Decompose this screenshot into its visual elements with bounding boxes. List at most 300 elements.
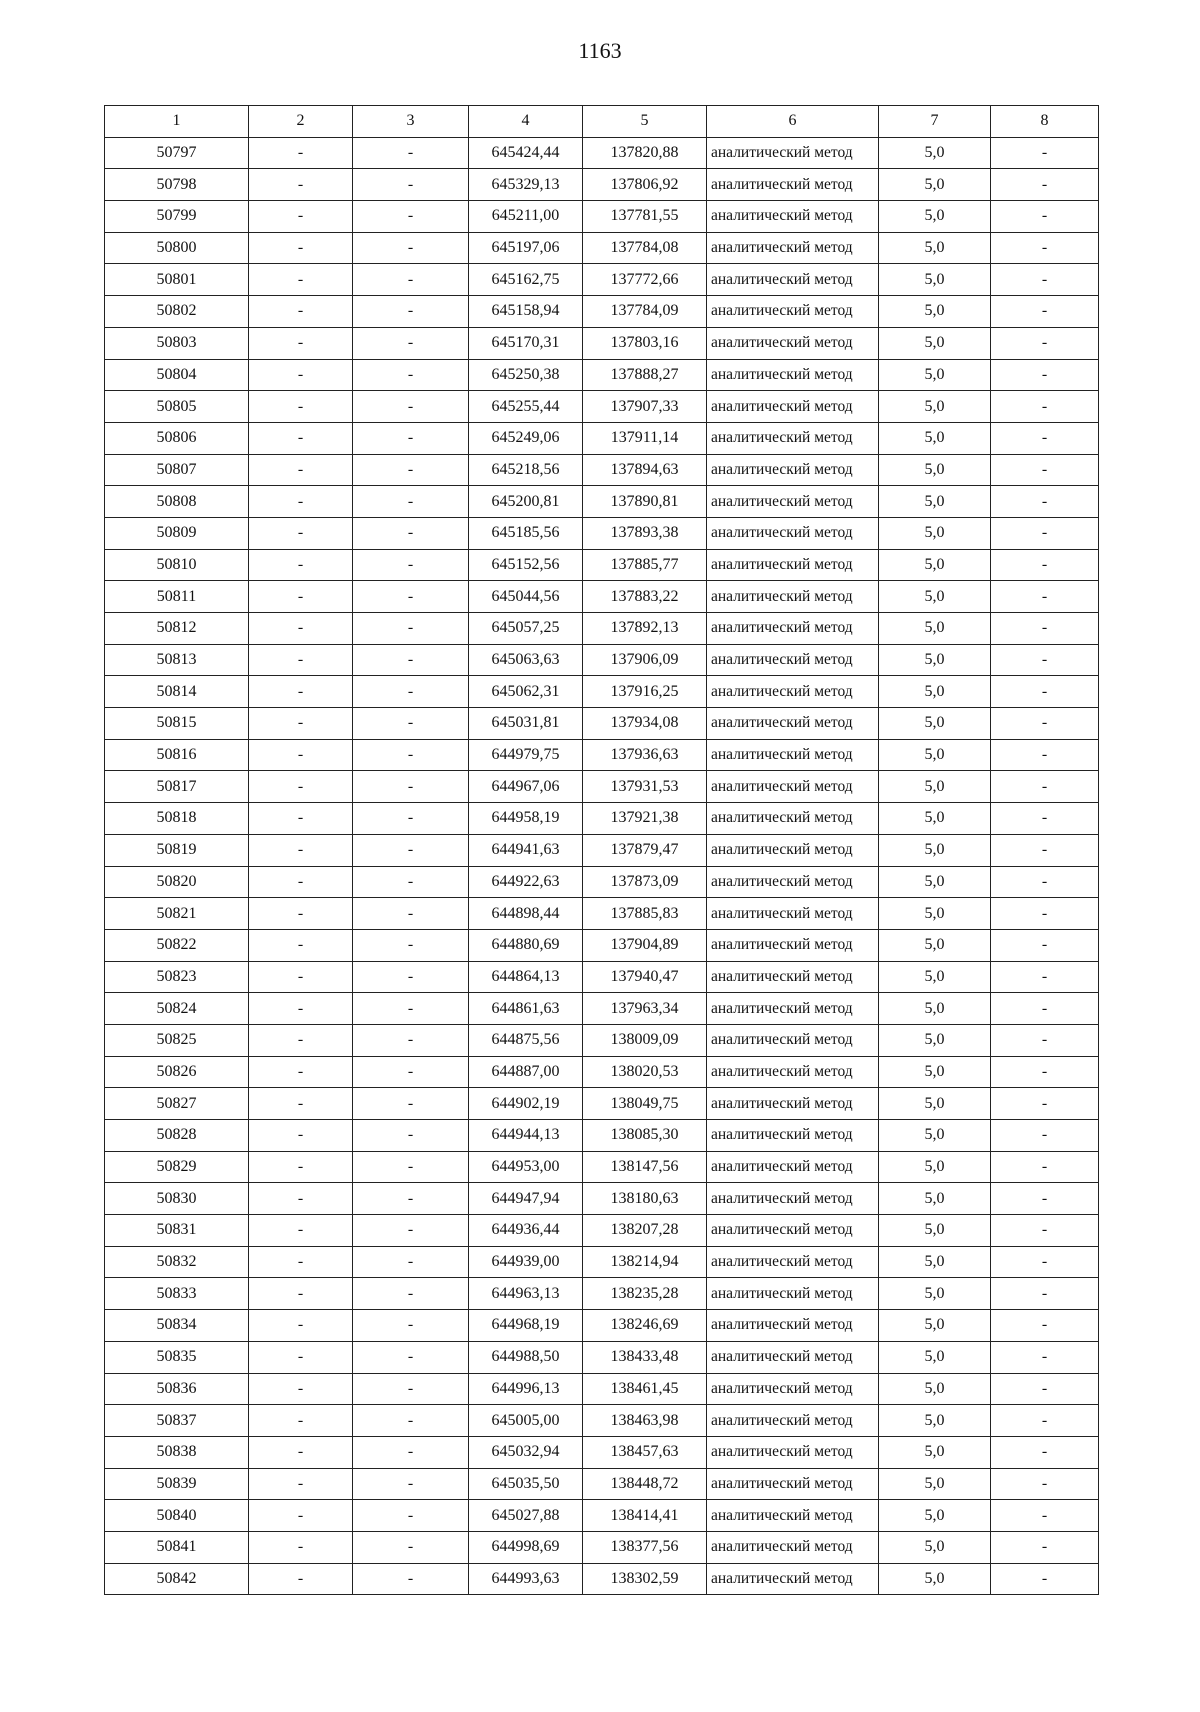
table-cell: - bbox=[249, 232, 353, 264]
table-cell: - bbox=[353, 708, 469, 740]
table-cell: 5,0 bbox=[879, 1468, 991, 1500]
table-cell: аналитический метод bbox=[707, 676, 879, 708]
table-row bbox=[105, 1500, 1099, 1532]
table-cell: 644958,19 bbox=[469, 803, 583, 835]
table-cell: 644861,63 bbox=[469, 993, 583, 1025]
table-row bbox=[105, 296, 1099, 328]
table-cell: 137885,77 bbox=[583, 549, 707, 581]
table-cell: - bbox=[249, 1405, 353, 1437]
table-cell: - bbox=[991, 1468, 1099, 1500]
table-cell: 137806,92 bbox=[583, 169, 707, 201]
table-cell: 5,0 bbox=[879, 581, 991, 613]
table-row bbox=[105, 1120, 1099, 1152]
table-cell: - bbox=[249, 169, 353, 201]
table-cell: - bbox=[991, 1436, 1099, 1468]
table-cell: аналитический метод bbox=[707, 517, 879, 549]
table-cell: 645200,81 bbox=[469, 486, 583, 518]
table-cell: - bbox=[353, 1373, 469, 1405]
table-cell: - bbox=[353, 1120, 469, 1152]
table-cell: 644968,19 bbox=[469, 1310, 583, 1342]
table-cell: 50841 bbox=[105, 1531, 249, 1563]
table-cell: - bbox=[353, 929, 469, 961]
table-cell: 50835 bbox=[105, 1341, 249, 1373]
table-cell: аналитический метод bbox=[707, 739, 879, 771]
table-cell: 138009,09 bbox=[583, 1024, 707, 1056]
table-cell: 137940,47 bbox=[583, 961, 707, 993]
table-cell: 5,0 bbox=[879, 422, 991, 454]
table-cell: аналитический метод bbox=[707, 1341, 879, 1373]
table-cell: 50817 bbox=[105, 771, 249, 803]
table-cell: 5,0 bbox=[879, 1341, 991, 1373]
table-row bbox=[105, 1278, 1099, 1310]
table-cell: - bbox=[353, 1468, 469, 1500]
table-cell: - bbox=[353, 517, 469, 549]
table-cell: - bbox=[353, 454, 469, 486]
table-cell: - bbox=[249, 137, 353, 169]
column-header: 7 bbox=[879, 106, 991, 138]
table-row bbox=[105, 834, 1099, 866]
table-cell: 645152,56 bbox=[469, 549, 583, 581]
table-cell: - bbox=[991, 1088, 1099, 1120]
table-row bbox=[105, 1246, 1099, 1278]
table-cell: - bbox=[249, 834, 353, 866]
table-cell: 5,0 bbox=[879, 1563, 991, 1595]
table-cell: аналитический метод bbox=[707, 549, 879, 581]
table-cell: - bbox=[991, 1531, 1099, 1563]
table-cell: 5,0 bbox=[879, 866, 991, 898]
table-cell: - bbox=[991, 1215, 1099, 1247]
table-cell: - bbox=[353, 1056, 469, 1088]
table-cell: - bbox=[353, 1246, 469, 1278]
table-cell: 5,0 bbox=[879, 549, 991, 581]
table-cell: 137820,88 bbox=[583, 137, 707, 169]
table-cell: - bbox=[249, 803, 353, 835]
table-cell: 5,0 bbox=[879, 961, 991, 993]
table-cell: 5,0 bbox=[879, 708, 991, 740]
table-cell: - bbox=[249, 549, 353, 581]
table-cell: 645218,56 bbox=[469, 454, 583, 486]
table-cell: 5,0 bbox=[879, 1183, 991, 1215]
table-cell: аналитический метод bbox=[707, 422, 879, 454]
table-cell: - bbox=[249, 1531, 353, 1563]
table-cell: 5,0 bbox=[879, 898, 991, 930]
table-cell: - bbox=[353, 1183, 469, 1215]
table-cell: 5,0 bbox=[879, 1246, 991, 1278]
table-cell: 50831 bbox=[105, 1215, 249, 1247]
table-cell: - bbox=[353, 486, 469, 518]
table-row bbox=[105, 644, 1099, 676]
table-cell: - bbox=[353, 232, 469, 264]
column-header: 4 bbox=[469, 106, 583, 138]
table-cell: - bbox=[991, 327, 1099, 359]
table-cell: 5,0 bbox=[879, 1373, 991, 1405]
table-cell: 644898,44 bbox=[469, 898, 583, 930]
table-cell: - bbox=[353, 327, 469, 359]
table-row bbox=[105, 613, 1099, 645]
table-cell: 138461,45 bbox=[583, 1373, 707, 1405]
table-row bbox=[105, 1088, 1099, 1120]
table-cell: аналитический метод bbox=[707, 1310, 879, 1342]
table-cell: 138020,53 bbox=[583, 1056, 707, 1088]
table-cell: - bbox=[991, 1341, 1099, 1373]
table-cell: - bbox=[991, 834, 1099, 866]
table-cell: 50829 bbox=[105, 1151, 249, 1183]
table-cell: 137916,25 bbox=[583, 676, 707, 708]
table-cell: 50839 bbox=[105, 1468, 249, 1500]
table-cell: - bbox=[991, 422, 1099, 454]
table-cell: аналитический метод bbox=[707, 201, 879, 233]
table-cell: 5,0 bbox=[879, 169, 991, 201]
table-cell: аналитический метод bbox=[707, 296, 879, 328]
table-cell: 137911,14 bbox=[583, 422, 707, 454]
table-cell: 644902,19 bbox=[469, 1088, 583, 1120]
table-cell: 50823 bbox=[105, 961, 249, 993]
table-cell: - bbox=[991, 771, 1099, 803]
table-cell: - bbox=[353, 803, 469, 835]
table-cell: 137781,55 bbox=[583, 201, 707, 233]
table-cell: - bbox=[249, 771, 353, 803]
table-cell: - bbox=[249, 1088, 353, 1120]
table-cell: 137803,16 bbox=[583, 327, 707, 359]
table-row bbox=[105, 898, 1099, 930]
table-cell: 50813 bbox=[105, 644, 249, 676]
table-cell: 5,0 bbox=[879, 834, 991, 866]
table-cell: - bbox=[353, 391, 469, 423]
column-header: 6 bbox=[707, 106, 879, 138]
column-header: 1 bbox=[105, 106, 249, 138]
table-cell: - bbox=[353, 644, 469, 676]
table-cell: аналитический метод bbox=[707, 1056, 879, 1088]
table-cell: аналитический метод bbox=[707, 1531, 879, 1563]
table-cell: - bbox=[991, 961, 1099, 993]
table-cell: - bbox=[249, 1373, 353, 1405]
table-cell: 645032,94 bbox=[469, 1436, 583, 1468]
table-cell: 138207,28 bbox=[583, 1215, 707, 1247]
table-cell: 50837 bbox=[105, 1405, 249, 1437]
table-cell: - bbox=[249, 1056, 353, 1088]
table-cell: аналитический метод bbox=[707, 613, 879, 645]
table-cell: - bbox=[991, 1310, 1099, 1342]
table-cell: 50819 bbox=[105, 834, 249, 866]
table-cell: - bbox=[991, 549, 1099, 581]
table-cell: 137921,38 bbox=[583, 803, 707, 835]
table-row bbox=[105, 549, 1099, 581]
table-cell: - bbox=[249, 1246, 353, 1278]
table-cell: - bbox=[353, 169, 469, 201]
table-cell: 50822 bbox=[105, 929, 249, 961]
table-cell: 137772,66 bbox=[583, 264, 707, 296]
table-cell: - bbox=[353, 613, 469, 645]
table-cell: аналитический метод bbox=[707, 866, 879, 898]
table-cell: 645057,25 bbox=[469, 613, 583, 645]
table-cell: - bbox=[249, 1500, 353, 1532]
table-cell: 645249,06 bbox=[469, 422, 583, 454]
table-row bbox=[105, 1405, 1099, 1437]
table-cell: - bbox=[353, 739, 469, 771]
table-cell: - bbox=[249, 644, 353, 676]
table-cell: 50803 bbox=[105, 327, 249, 359]
table-cell: - bbox=[991, 676, 1099, 708]
table-cell: 5,0 bbox=[879, 929, 991, 961]
table-row bbox=[105, 1341, 1099, 1373]
table-row bbox=[105, 1215, 1099, 1247]
table-cell: - bbox=[249, 517, 353, 549]
table-cell: - bbox=[353, 1341, 469, 1373]
table-cell: - bbox=[991, 201, 1099, 233]
table-cell: - bbox=[249, 296, 353, 328]
table-cell: - bbox=[353, 1500, 469, 1532]
table-row bbox=[105, 581, 1099, 613]
table-cell: 645063,63 bbox=[469, 644, 583, 676]
table-cell: - bbox=[991, 739, 1099, 771]
table-cell: - bbox=[991, 1278, 1099, 1310]
table-cell: - bbox=[991, 1500, 1099, 1532]
table-cell: - bbox=[249, 1310, 353, 1342]
table-cell: 644875,56 bbox=[469, 1024, 583, 1056]
table-cell: - bbox=[991, 1120, 1099, 1152]
table-cell: 5,0 bbox=[879, 803, 991, 835]
table-cell: - bbox=[991, 296, 1099, 328]
table-cell: 5,0 bbox=[879, 1436, 991, 1468]
table-cell: аналитический метод bbox=[707, 803, 879, 835]
table-cell: 644993,63 bbox=[469, 1563, 583, 1595]
table-cell: 50801 bbox=[105, 264, 249, 296]
table-cell: - bbox=[991, 1183, 1099, 1215]
table-cell: - bbox=[353, 961, 469, 993]
table-cell: 644922,63 bbox=[469, 866, 583, 898]
table-cell: 5,0 bbox=[879, 454, 991, 486]
coordinates-table bbox=[104, 105, 1099, 1595]
table-cell: - bbox=[353, 296, 469, 328]
table-cell: 644864,13 bbox=[469, 961, 583, 993]
table-cell: 50840 bbox=[105, 1500, 249, 1532]
table-cell: - bbox=[249, 1183, 353, 1215]
table-cell: аналитический метод bbox=[707, 454, 879, 486]
table-cell: 5,0 bbox=[879, 1500, 991, 1532]
table-cell: - bbox=[353, 264, 469, 296]
table-cell: 138235,28 bbox=[583, 1278, 707, 1310]
table-cell: 50815 bbox=[105, 708, 249, 740]
table-cell: - bbox=[991, 1373, 1099, 1405]
table-cell: 5,0 bbox=[879, 486, 991, 518]
table-cell: 137885,83 bbox=[583, 898, 707, 930]
table-cell: - bbox=[353, 1310, 469, 1342]
table-cell: 50816 bbox=[105, 739, 249, 771]
table-cell: 137784,09 bbox=[583, 296, 707, 328]
table-cell: - bbox=[249, 201, 353, 233]
table-cell: аналитический метод bbox=[707, 391, 879, 423]
table-cell: - bbox=[249, 613, 353, 645]
table-cell: 645329,13 bbox=[469, 169, 583, 201]
table-row bbox=[105, 708, 1099, 740]
table-cell: аналитический метод bbox=[707, 1215, 879, 1247]
table-cell: 138246,69 bbox=[583, 1310, 707, 1342]
table-cell: 137963,34 bbox=[583, 993, 707, 1025]
table-cell: - bbox=[353, 834, 469, 866]
table-cell: 138457,63 bbox=[583, 1436, 707, 1468]
table-cell: 645158,94 bbox=[469, 296, 583, 328]
table-cell: - bbox=[249, 708, 353, 740]
table-cell: - bbox=[991, 993, 1099, 1025]
table-cell: - bbox=[991, 613, 1099, 645]
table-cell: 50814 bbox=[105, 676, 249, 708]
table-cell: 137879,47 bbox=[583, 834, 707, 866]
table-cell: 137890,81 bbox=[583, 486, 707, 518]
table-row bbox=[105, 422, 1099, 454]
table-cell: аналитический метод bbox=[707, 1183, 879, 1215]
table-cell: - bbox=[991, 929, 1099, 961]
table-cell: 644947,94 bbox=[469, 1183, 583, 1215]
table-row bbox=[105, 1151, 1099, 1183]
table-cell: - bbox=[353, 359, 469, 391]
table-cell: - bbox=[353, 866, 469, 898]
table-cell: 137883,22 bbox=[583, 581, 707, 613]
table-cell: - bbox=[991, 1151, 1099, 1183]
table-row bbox=[105, 359, 1099, 391]
table-cell: 645062,31 bbox=[469, 676, 583, 708]
table-cell: - bbox=[353, 549, 469, 581]
table-cell: - bbox=[991, 581, 1099, 613]
column-header: 5 bbox=[583, 106, 707, 138]
table-cell: - bbox=[353, 898, 469, 930]
table-cell: 5,0 bbox=[879, 1278, 991, 1310]
table-cell: 50818 bbox=[105, 803, 249, 835]
table-cell: аналитический метод bbox=[707, 232, 879, 264]
column-header: 2 bbox=[249, 106, 353, 138]
table-row bbox=[105, 517, 1099, 549]
table-cell: 644996,13 bbox=[469, 1373, 583, 1405]
table-cell: аналитический метод bbox=[707, 359, 879, 391]
table-cell: 137904,89 bbox=[583, 929, 707, 961]
table-cell: 50797 bbox=[105, 137, 249, 169]
table-cell: 644941,63 bbox=[469, 834, 583, 866]
table-row bbox=[105, 1056, 1099, 1088]
table-cell: 645197,06 bbox=[469, 232, 583, 264]
table-cell: 138414,41 bbox=[583, 1500, 707, 1532]
table-cell: 50836 bbox=[105, 1373, 249, 1405]
table-row bbox=[105, 771, 1099, 803]
table-cell: 5,0 bbox=[879, 1120, 991, 1152]
table-row bbox=[105, 391, 1099, 423]
table-cell: - bbox=[353, 1405, 469, 1437]
table-cell: - bbox=[249, 486, 353, 518]
table-cell: - bbox=[353, 1563, 469, 1595]
table-cell: - bbox=[249, 1436, 353, 1468]
table-cell: - bbox=[991, 1024, 1099, 1056]
table-row bbox=[105, 1373, 1099, 1405]
table-row bbox=[105, 1436, 1099, 1468]
table-cell: 5,0 bbox=[879, 327, 991, 359]
table-cell: аналитический метод bbox=[707, 1278, 879, 1310]
table-cell: 50821 bbox=[105, 898, 249, 930]
table-cell: - bbox=[991, 232, 1099, 264]
table-cell: 50800 bbox=[105, 232, 249, 264]
table-cell: 645035,50 bbox=[469, 1468, 583, 1500]
table-cell: - bbox=[991, 898, 1099, 930]
table-cell: 138180,63 bbox=[583, 1183, 707, 1215]
table-cell: - bbox=[353, 1215, 469, 1247]
table-cell: аналитический метод bbox=[707, 486, 879, 518]
table-cell: 138085,30 bbox=[583, 1120, 707, 1152]
table-cell: 644944,13 bbox=[469, 1120, 583, 1152]
table-cell: 50811 bbox=[105, 581, 249, 613]
table-cell: аналитический метод bbox=[707, 1246, 879, 1278]
table-cell: 5,0 bbox=[879, 517, 991, 549]
table-cell: 138214,94 bbox=[583, 1246, 707, 1278]
table-cell: 5,0 bbox=[879, 739, 991, 771]
table-cell: 644953,00 bbox=[469, 1151, 583, 1183]
table-cell: 50830 bbox=[105, 1183, 249, 1215]
table-cell: 645162,75 bbox=[469, 264, 583, 296]
table-cell: аналитический метод bbox=[707, 961, 879, 993]
table-cell: 137906,09 bbox=[583, 644, 707, 676]
table-cell: - bbox=[991, 137, 1099, 169]
table-cell: - bbox=[353, 993, 469, 1025]
table-cell: аналитический метод bbox=[707, 834, 879, 866]
table-cell: - bbox=[991, 517, 1099, 549]
table-cell: 5,0 bbox=[879, 1310, 991, 1342]
table-cell: 138377,56 bbox=[583, 1531, 707, 1563]
table-cell: - bbox=[249, 898, 353, 930]
table-cell: - bbox=[353, 1436, 469, 1468]
table-cell: аналитический метод bbox=[707, 327, 879, 359]
table-row bbox=[105, 1024, 1099, 1056]
table-cell: 50808 bbox=[105, 486, 249, 518]
table-cell: 645185,56 bbox=[469, 517, 583, 549]
table-row bbox=[105, 1468, 1099, 1500]
table-cell: - bbox=[353, 1531, 469, 1563]
table-cell: 644963,13 bbox=[469, 1278, 583, 1310]
table-cell: 50804 bbox=[105, 359, 249, 391]
table-cell: - bbox=[991, 866, 1099, 898]
table-cell: 50799 bbox=[105, 201, 249, 233]
table-cell: 50842 bbox=[105, 1563, 249, 1595]
table-cell: - bbox=[991, 169, 1099, 201]
table-cell: 50833 bbox=[105, 1278, 249, 1310]
table-cell: 137873,09 bbox=[583, 866, 707, 898]
table-cell: 137784,08 bbox=[583, 232, 707, 264]
table-cell: 50798 bbox=[105, 169, 249, 201]
table-row bbox=[105, 1531, 1099, 1563]
table-cell: - bbox=[249, 1563, 353, 1595]
table-cell: 5,0 bbox=[879, 1088, 991, 1120]
table-cell: 645255,44 bbox=[469, 391, 583, 423]
table-cell: 644967,06 bbox=[469, 771, 583, 803]
table-cell: - bbox=[249, 1341, 353, 1373]
table-cell: аналитический метод bbox=[707, 1088, 879, 1120]
table-cell: 5,0 bbox=[879, 232, 991, 264]
table-cell: - bbox=[249, 422, 353, 454]
table-row bbox=[105, 201, 1099, 233]
table-cell: 50825 bbox=[105, 1024, 249, 1056]
table-cell: 644988,50 bbox=[469, 1341, 583, 1373]
table-cell: 5,0 bbox=[879, 1151, 991, 1183]
table-cell: 644939,00 bbox=[469, 1246, 583, 1278]
table-cell: аналитический метод bbox=[707, 1120, 879, 1152]
table-cell: - bbox=[991, 264, 1099, 296]
table-cell: - bbox=[249, 454, 353, 486]
table-row bbox=[105, 486, 1099, 518]
table-cell: - bbox=[991, 644, 1099, 676]
table-cell: 138049,75 bbox=[583, 1088, 707, 1120]
table-cell: 50838 bbox=[105, 1436, 249, 1468]
table-cell: 5,0 bbox=[879, 264, 991, 296]
table-cell: 645005,00 bbox=[469, 1405, 583, 1437]
table-cell: 137894,63 bbox=[583, 454, 707, 486]
table-cell: 50820 bbox=[105, 866, 249, 898]
table-cell: 5,0 bbox=[879, 201, 991, 233]
table-row bbox=[105, 169, 1099, 201]
